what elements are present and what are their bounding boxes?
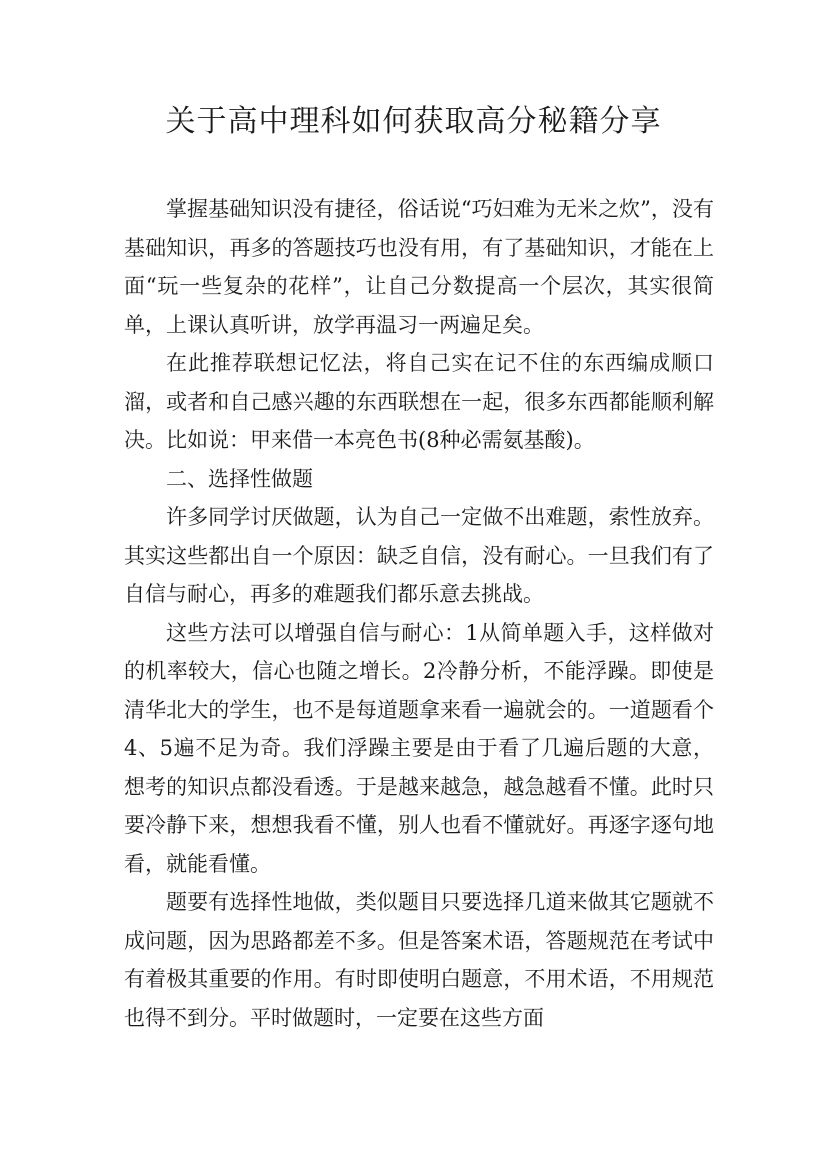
paragraph-confidence: 许多同学讨厌做题，认为自己一定做不出难题，索性放弃。其实这些都出自一个原因：缺乏自信，没有耐心。一旦我们有了自信与耐心，再多的难题我们都乐意去挑战。 xyxy=(124,505,714,606)
paragraph-answer-standards: 题要有选择性地做，类似题目只要选择几道来做其它题就不成问题，因为思路都差不多。但是答案术语，答题规范在考试中有着极其重要的作用。有时即使明白题意，不用术语，不用规范也得不到分。平时做题时，一定要在这些方面 xyxy=(124,890,714,1030)
document-title: 关于高中理科如何获取高分秘籍分享 xyxy=(165,104,662,139)
paragraph-memory-method: 在此推荐联想记忆法，将自己实在记不住的东西编成顺口溜，或者和自己感兴趣的东西联想在一起，很多东西都能顺利解决。比如说：甲来借一本亮色书(8种必需氨基酸)。 xyxy=(124,351,714,452)
paragraph-methods: 这些方法可以增强自信与耐心：1从简单题入手，这样做对的机率较大，信心也随之增长。2冷静分析，不能浮躁。即使是清华北大的学生，也不是每道题拿来看一遍就会的。一道题看个4、5遍不足为奇。我们浮躁主要是由于看了几遍后题的大意，想考的知识点都没看透。于是越来越急，越急越看不懂。此时只要冷静下来，想想我看不懂，别人也看不懂就好。再逐字逐句地看，就能看懂。 xyxy=(124,620,714,876)
document-body xyxy=(124,190,714,1037)
paragraph-basics: 掌握基础知识没有捷径，俗话说“巧妇难为无米之炊”，没有基础知识，再多的答题技巧也没有用，有了基础知识，才能在上面“玩一些复杂的花样”，让自己分数提高一个层次，其实很简单，上课认真听讲，放学再温习一两遍足矣。 xyxy=(124,197,714,337)
section-heading-selective-practice: 二、选择性做题 xyxy=(166,466,313,491)
